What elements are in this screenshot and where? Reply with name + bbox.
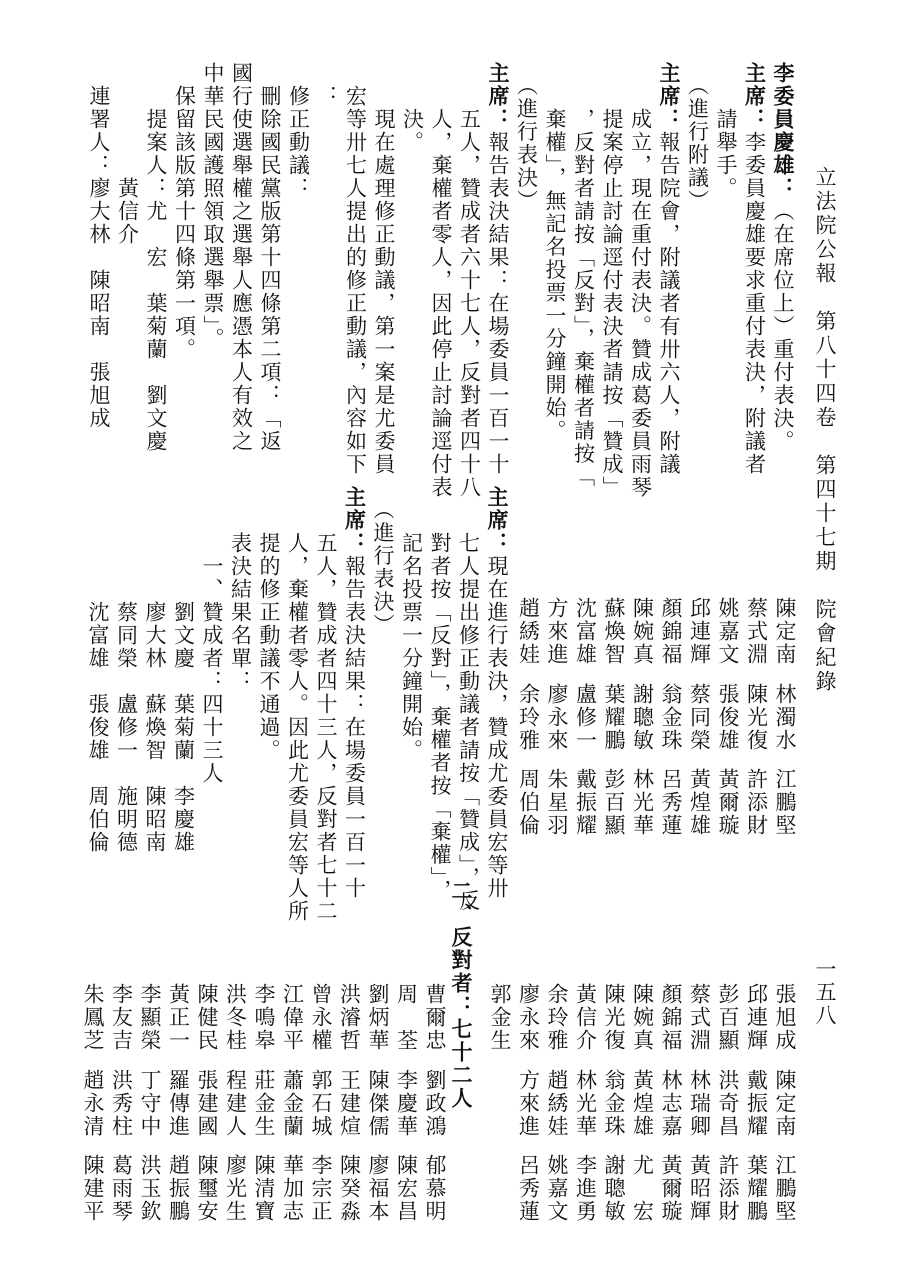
speaker-label: 主席： [657, 62, 682, 131]
text-column: 對者按「反對」，棄權者按「棄權」， [428, 486, 452, 902]
member-name: 陳光復 [744, 683, 769, 752]
member-name: 蔡同榮 [687, 683, 712, 752]
member-name: 葉耀鵬 [744, 1154, 769, 1223]
member-name: 李慶華 [394, 1069, 419, 1138]
speaker-label: 主席： [485, 486, 510, 555]
member-name: 邱連輝 [744, 983, 769, 1052]
text-column: 提案停止討論逕付表決者請按「贊成」 [600, 62, 624, 499]
member-name: 趙綉娃 [516, 597, 541, 666]
member-name: 李友吉 [109, 983, 134, 1052]
member-name: 黃正一 [166, 983, 191, 1052]
member-name: 陳璽安 [195, 1154, 219, 1223]
text-column [485, 62, 511, 476]
opposed-heading: 二、反對者：七十二人 [449, 880, 474, 1110]
text-column: 人，棄權者零人，因此停止討論逕付表 [429, 62, 453, 499]
member-name: 江鵬堅 [773, 768, 797, 837]
member-name: 李鳴皋 [252, 983, 276, 1052]
member-name: 周伯倫 [516, 768, 541, 837]
member-name: 林志嘉 [659, 1069, 683, 1138]
member-name: 彭百顯 [602, 768, 626, 837]
member-name: 林濁水 [773, 683, 797, 752]
member-name: 莊金生 [252, 1069, 276, 1138]
member-name: 黃煌雄 [630, 1069, 655, 1138]
text-column: （進行附議） [685, 62, 710, 213]
member-name: 江偉平 [280, 983, 305, 1052]
member-name: 戴振耀 [744, 1069, 769, 1138]
member-name: 丁守中 [138, 1069, 162, 1138]
member-name: 尤 宏 [630, 1154, 655, 1223]
text-column: 宏等卅七人提出的修正動議，內容如下 [343, 62, 368, 476]
member-name: 黃煌雄 [687, 768, 712, 837]
member-name: 李進勇 [573, 1154, 598, 1223]
speech-text: （在席位上）重付表決。 [771, 200, 795, 453]
member-name: 葛雨琴 [109, 1154, 134, 1223]
member-name: 黃昭輝 [687, 1154, 712, 1223]
member-name: 顏錦福 [659, 983, 683, 1052]
member-name: 江鵬堅 [773, 1154, 797, 1223]
member-name: 林光華 [630, 768, 655, 837]
text-column: 劉文慶 葉菊蘭 李慶雄 [171, 486, 196, 854]
member-name: 陳定南 [773, 1069, 797, 1138]
member-name: 林瑞卿 [687, 1069, 712, 1138]
member-name: 陳建平 [81, 1154, 105, 1223]
member-name: 郭石城 [309, 1069, 333, 1138]
text-column: 現在處理修正動議，第一案是尤委員 [372, 62, 396, 476]
text-column: 蔡同榮 盧修一 施明德 [114, 486, 139, 854]
member-name: 朱鳳芝 [81, 983, 105, 1052]
text-column: 提的修正動議不通過。 [257, 486, 281, 762]
page-number: 一五八 [813, 958, 837, 1027]
text-column: ： [315, 62, 339, 108]
text-column: 黃信介 [115, 62, 140, 246]
text-column [656, 62, 682, 476]
speaker-label: 主席： [486, 62, 511, 131]
speaker-label: 主席： [742, 62, 768, 131]
member-name: 華加志 [280, 1154, 305, 1223]
member-name: 呂秀蓮 [516, 1154, 541, 1223]
member-name: 趙永清 [81, 1069, 105, 1138]
member-name: 謝聰敏 [630, 683, 655, 752]
member-name: 廖永來 [545, 683, 569, 752]
member-name: 方來進 [545, 597, 569, 666]
member-name: 廖光生 [223, 1154, 248, 1223]
member-name: 邱連輝 [687, 597, 712, 666]
member-name: 洪玉欽 [138, 1154, 162, 1223]
member-name: 翁金珠 [659, 683, 683, 752]
text-column: 刪除國民黨版第十四條第二項：「返 [258, 62, 282, 453]
member-name: 許添財 [716, 1154, 740, 1223]
member-name: 陳光復 [602, 983, 626, 1052]
text-column [770, 62, 796, 453]
text-column: （進行表決） [371, 486, 395, 637]
member-name: 戴振耀 [573, 768, 598, 837]
text-column: 中華民國護照領取選舉票」。 [201, 62, 225, 351]
text-column [742, 62, 768, 476]
member-name: 姚嘉文 [716, 597, 740, 666]
text-column: 人，棄權者零人。因此尤委員宏等人所 [285, 486, 310, 923]
member-name: 余玲雅 [516, 683, 541, 752]
member-name: 陳健民 [195, 983, 219, 1052]
text-column: 成立，現在重付表決。贊成葛委員雨琴 [628, 62, 653, 499]
text-column: 沈富雄 張俊雄 周伯倫 [86, 486, 110, 854]
text-column: 表決結果名單： [228, 486, 253, 693]
member-name: 李顯榮 [138, 983, 162, 1052]
member-name: 周 荃 [394, 983, 419, 1052]
member-name: 陳癸淼 [337, 1154, 362, 1223]
member-name: 陳定南 [773, 597, 797, 666]
text-column: 七人提出修正動議者請按「贊成」，反 [456, 486, 481, 913]
member-name: 趙振鵬 [166, 1154, 191, 1223]
member-name: 程建人 [223, 1069, 248, 1138]
text-column: ，反對者請按「反對」，棄權者請按「 [571, 62, 596, 489]
speaker-label: 主席： [342, 486, 368, 555]
member-name: 郭金生 [488, 983, 512, 1052]
member-name: 曾永權 [309, 983, 333, 1052]
member-name: 顏錦福 [659, 597, 683, 666]
text-column: 國行使選舉權之選舉人應憑本人有效之 [229, 62, 254, 453]
speech-text: 報告院會，附議者有卅六人，附議 [657, 131, 681, 476]
member-name: 洪濬哲 [337, 983, 362, 1052]
member-name: 彭百顯 [716, 983, 740, 1052]
text-column [484, 486, 510, 900]
speech-text: 報告表決結果：在場委員一百一十 [342, 555, 367, 900]
member-name: 劉政鴻 [423, 1069, 447, 1138]
member-name: 廖永來 [516, 983, 541, 1052]
member-name: 蔡式淵 [744, 597, 769, 666]
text-column: 一、贊成者：四十三人 [200, 486, 224, 785]
member-name: 林光華 [573, 1069, 598, 1138]
speaker-label: 李委員慶雄： [771, 62, 796, 200]
text-column: 記名投票一分鐘開始。 [399, 486, 424, 762]
member-name: 曹爾忠 [423, 983, 447, 1052]
page-title: 立法院公報 第八十四卷 第四十七期 院會紀錄 [813, 166, 837, 694]
member-name: 陳清寶 [252, 1154, 276, 1223]
member-name: 張旭成 [773, 983, 797, 1052]
member-name: 沈富雄 [573, 597, 598, 666]
member-name: 郁慕明 [423, 1154, 447, 1223]
member-name: 陳婉真 [630, 597, 655, 666]
member-name: 翁金珠 [602, 1069, 626, 1138]
member-name: 蘇煥智 [602, 597, 626, 666]
text-column: 廖大林 蘇煥智 陳昭南 [143, 486, 167, 854]
member-name: 王建煊 [337, 1069, 362, 1138]
member-name: 張建國 [195, 1069, 219, 1138]
member-name: 李宗正 [309, 1154, 333, 1223]
member-name: 洪秀柱 [109, 1069, 134, 1138]
member-name: 陳傑儒 [366, 1069, 390, 1138]
member-name: 陳宏昌 [394, 1154, 419, 1223]
member-name: 陳婉真 [630, 983, 655, 1052]
member-name: 謝聰敏 [602, 1154, 626, 1223]
text-column: 請舉手。 [714, 62, 738, 200]
speech-text: 報告表決結果：在場委員一百一十 [486, 131, 510, 476]
member-name: 余玲雅 [545, 983, 569, 1052]
speech-text: 李委員慶雄要求重付表決，附議者 [742, 131, 767, 476]
member-name: 張俊雄 [716, 683, 740, 752]
text-column: 提案人：尤 宏 葉菊蘭 劉文慶 [144, 62, 168, 453]
member-name: 朱星羽 [545, 768, 569, 837]
member-name: 盧修一 [573, 683, 598, 752]
text-column: 五人，贊成者四十三人，反對者七十二 [314, 486, 338, 923]
text-column: 連署人：廖大林 陳昭南 張旭成 [87, 62, 111, 430]
member-name: 洪奇昌 [716, 1069, 740, 1138]
member-name: 劉炳華 [366, 983, 390, 1052]
member-name: 黃爾璇 [716, 768, 740, 837]
text-column [342, 486, 368, 900]
member-name: 廖福本 [366, 1154, 390, 1223]
text-column: 修正動議： [286, 62, 311, 200]
member-name: 羅傳進 [166, 1069, 191, 1138]
member-name: 黃爾璇 [659, 1154, 683, 1223]
member-name: 葉耀鵬 [602, 683, 626, 752]
member-name: 蕭金蘭 [280, 1069, 305, 1138]
text-column: （進行表決） [514, 62, 539, 213]
member-name: 趙綉娃 [545, 1069, 569, 1138]
member-name: 黃信介 [573, 983, 598, 1052]
text-column: 決。 [400, 62, 425, 154]
speech-text: 現在進行表決，贊成尤委員宏等卅 [485, 555, 509, 900]
text-column: 保留該版第十四條第一項。 [172, 62, 197, 361]
text-column: 棄權」，無記名投票一分鐘開始。 [543, 62, 567, 443]
member-name: 許添財 [744, 768, 769, 837]
member-name: 呂秀蓮 [659, 768, 683, 837]
member-name: 姚嘉文 [545, 1154, 569, 1223]
member-name: 蔡式淵 [687, 983, 712, 1052]
member-name: 洪冬桂 [223, 983, 248, 1052]
member-name: 方來進 [516, 1069, 541, 1138]
text-column: 五人，贊成者六十七人，反對者四十八 [457, 62, 482, 499]
